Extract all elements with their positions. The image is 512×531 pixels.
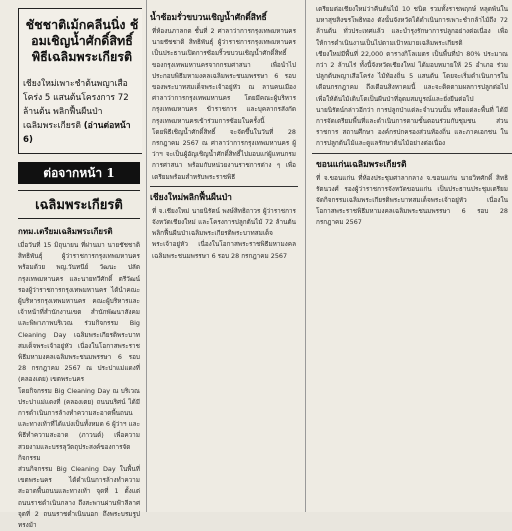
section-heading: ขอนแก่นเฉลิมพระเกียรติ [316, 159, 407, 170]
article-body: เตรียมต่อเชียงใหม่ว่าคืนต้นไม้ 10 ชนิด รวมทั้งราชพฤกษ์ หลุดพ้นในมหาสุขสิงขรโพธิทอง ดังนั้นจังหวัดได้ดำเนินการเพาะชำกล้าไม้ถึง 72 ล้านต้น ทั่วประเทศแล้ว และบำรุงรักษาการปลูกอย่างต่อเนื่อง เพื่อให้การดำเนินงานเป็นไปตามเป้าหมายเฉลิมพระเกียรติ [316, 5, 508, 47]
article-body: นายนิรัตน์กล่าวอีกว่า การปลูกป่าแต่ละจำนวนนั้น หรือแต่ละพื้นที่ ได้มีการจัดเตรียมพื้นที่และดำเนินการตามขั้นตอนร่วมกับชุมชน ส่วนราชการ สถานศึกษา องค์กรปกครองส่วนท้องถิ่น และภาคเอกชน ในการปลูกต้นไม้และดูแลรักษาต้นไม้อย่างต่อเนื่อง [316, 105, 508, 148]
section-heading: น้ำซ้อมรั่วขบวนเชิญน้ำศักดิ์สิทธิ์ [150, 13, 267, 23]
column-divider [305, 0, 306, 512]
column-divider [146, 0, 147, 512]
left-column [0, 0, 142, 531]
continued-tag[interactable]: (อ่านต่อหน้า 6) [23, 121, 131, 145]
middle-column [150, 0, 298, 262]
article-body: โดยกิจกรรม Big Cleaning Day ณ บริเวณประปาแม่แดงที่ (คลองเตย) ถนนนริศน์ ได้มีการดำเนินการล้างทำความสะอาดพื้นถนนและทางเท้าที่ได้แบ่งเป็นทั้งหมด 6 ผู้ว่าฯ และพิธีทำความสะอาด (ภาวนด์) เพื่อความสวยงามและบรรลุวัตถุประสงค์ของการจัดกิจกรรม [18, 386, 140, 462]
front-story-box [18, 8, 142, 154]
article-body: ที่ห้องนภาลกต ชั้นที่ 2 ศาลาว่าการกรุงเทพมหานคร นายชัชชาติ สิทธิพันธุ์ ผู้ว่าราชการกรุงเทพมหานคร เป็นประธานเปิดการซ้อมริ้วขบวนเชิญน้ำศักดิ์สิทธิ์ของกรุงเทพมหานครจากกรมศาสนา เพื่อนำไปประกอบพิธีมหามงคลเฉลิมพระชนมพรรษา 6 รอบ ของพระบาทสมเด็จพระเจ้าอยู่หัว ณ ลานคนเมือง ศาลาว่าการกรุงเทพมหานคร โดยมีคณะผู้บริหารกรุงเทพมหานคร ข้าราชการ และบุคลากรสังกัดกรุงเทพมหานครเข้าร่วมการซ้อมในครั้งนี้ [152, 27, 296, 125]
right-column [312, 0, 512, 229]
article-body: โดยพิธีเชิญน้ำศักดิ์สิทธิ์ จะจัดขึ้นในวันที่ 28 กรกฎาคม 2567 ณ ศาลาว่าการกรุงเทพมหานคร ผู้ว่าฯ จะเป็นผู้อัญเชิญน้ำศักดิ์สิทธิ์ไปมอบแก่ผู้แทนกรมการศาสนา พร้อมกับหน่วยงานราชการต่าง ๆ เพื่อเตรียมพร้อมสำหรับพระราชพิธี [152, 127, 296, 181]
article-body: เชียงใหม่มีพื้นที่ 22,000 ตารางกิโลเมตร เป็นพื้นที่ป่า 80% ประมาณกว่า 2 ล้านไร่ ทั้งนี้จังหวัดเชียงใหม่ ได้มอบหมายให้ 25 อำเภอ ร่วมปลูกต้นพญาเสือโคร่ง ไม้ท้องถิ่น 5 แสนต้น โดยจะเริ่มดำเนินการในเดือนกรกฎาคม ถึงเดือนสิงหาคมนี้ และจะติดตามผลการปลูกต่อไป เพื่อให้ต้นไม้เติบโตเป็นผืนป่าที่อุดมสมบูรณ์และยั่งยืนต่อไป [316, 49, 508, 103]
section-rule [312, 153, 512, 154]
article-body: ส่วนกิจกรรม Big Cleaning Day ในพื้นที่เขตพระนคร ได้ดำเนินการล้างทำความสะอาดพื้นถนนและทางเท้า จุดที่ 1 ตั้งแต่ถนนราชดำเนินกลาง ถึงสะพานผ่านฟ้าลีลาศ จุดที่ 2 ถนนราชดำเนินนอก ถึงพระบรมรูปทรงม้า [18, 465, 140, 530]
section-rule [150, 186, 298, 187]
section-heading: เชียงใหม่พลิกฟื้นผืนป่า [150, 192, 232, 203]
section-heading: กทม.เตรียมเฉลิมพระเกียรติ [18, 227, 113, 236]
article-body: ที่ จ.เชียงใหม่ นายนิรัตน์ พงษ์สิทธิถาวร ผู้ว่าราชการจังหวัดเชียงใหม่ และโครงการปลูกต้นไม้ 72 ล้านต้น พลิกฟื้นผืนป่าเฉลิมพระเกียรติพระบาทสมเด็จพระเจ้าอยู่หัว เนื่องในโอกาสพระราชพิธีมหามงคลเฉลิมพระชนมพรรษา 6 รอบ 28 กรกฎาคม 2567 [152, 206, 296, 260]
story-headline: ชัชชาติเม้กคลีนนิ่ง ช้อมเชิญน้ำศักดิ์สิทธิ์ พิธีเฉลิมพระเกียรติ [25, 17, 139, 64]
article-body: เมื่อวันที่ 15 มิถุนายน ที่ผ่านมา นายชัชชาติ สิทธิพันธุ์ ผู้ว่าราชการกรุงเทพมหานคร พร้อมด้วย พญ.วันทนีย์ วัฒนะ ปลัดกรุงเทพมหานคร และนายทวีศักดิ์ ตรีวัฒน์ รองผู้ว่าราชการกรุงเทพมหานคร ได้นำคณะผู้บริหารกรุงเทพมหานคร คณะผู้บริหารและเจ้าหน้าที่สำนักงานเขต สำนักพัฒนาสังคม และพิพาภาพบริเวณ ร่วมกิจกรรม Big Cleaning Day เฉลิมพระเกียรติพระบาทสมเด็จพระเจ้าอยู่หัว เนื่องในโอกาสพระราชพิธีมหามงคลเฉลิมพระชนมพรรษา 6 รอบ 28 กรกฎาคม 2567 ณ ประปาแม่แดงที่ (คลองเตย) เขตพระนคร [18, 241, 140, 384]
story-deck [23, 77, 141, 147]
continued-from-bar: ต่อจากหน้า 1 [18, 162, 140, 184]
continued-subhead: เฉลิมพระเกียรติ [18, 190, 140, 219]
article-body: ที่ จ.ขอนแก่น ที่ห้องประชุมศาลากลาง จ.ขอนแก่น นายวิทศักดิ์ สิทธิรัตนวงศ์ รองผู้ว่าราชการจังหวัดขอนแก่น เป็นประธานประชุมเตรียมจัดกิจกรรมเฉลิมพระเกียรติพระบาทสมเด็จพระเจ้าอยู่หัว เนื่องในโอกาสพระราชพิธีมหามงคลเฉลิมพระชนมพรรษา 6 รอบ 28 กรกฎาคม 2567 [316, 173, 508, 227]
story-deck-text: เชียงใหม่เพาะชำต้นพญาเสือโคร่ง 5 แสนต้นโครงการ 72 ล้านต้น พลิกฟื้นผืนป่าเฉลิมพระเกียรติ [23, 79, 129, 131]
